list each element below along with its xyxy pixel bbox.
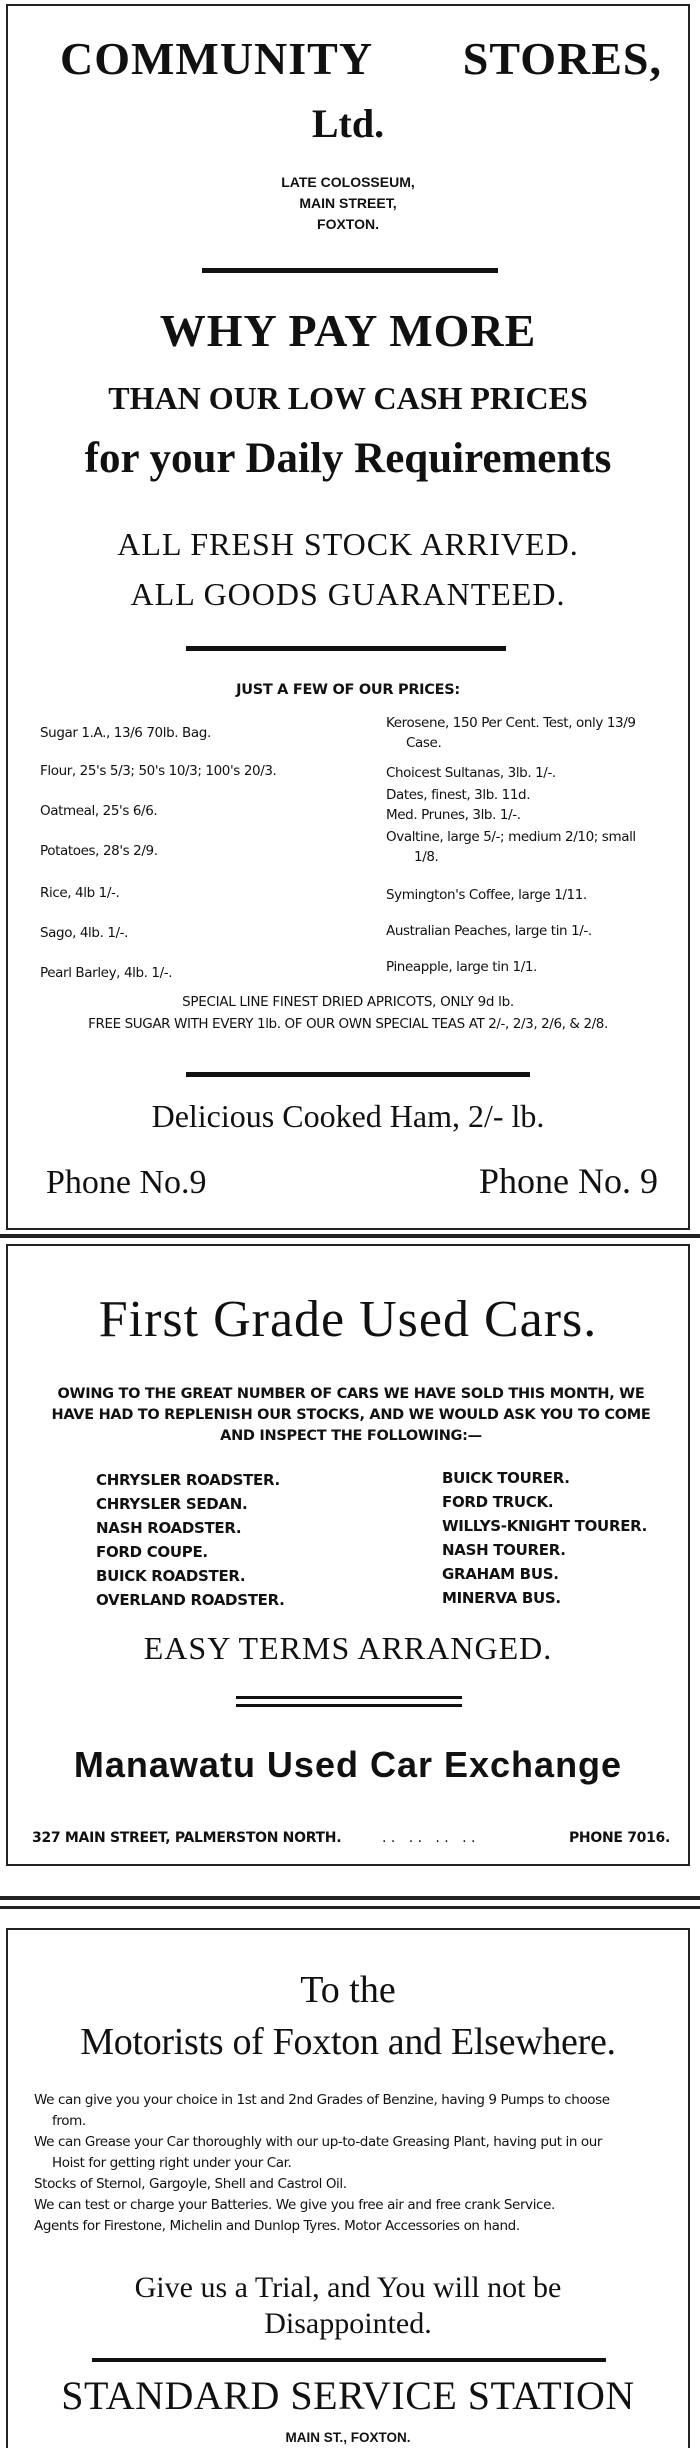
car-item: BUICK TOURER. xyxy=(442,1469,570,1487)
car-item: OVERLAND ROADSTER. xyxy=(96,1591,285,1609)
price-item: Australian Peaches, large tin 1/-. xyxy=(386,923,592,939)
store-address xyxy=(8,172,688,235)
car-item: NASH TOURER. xyxy=(442,1541,566,1559)
headline-daily-requirements: for your Daily Requirements xyxy=(84,435,612,482)
service-title-motorists: Motorists of Foxton and Elsewhere. xyxy=(80,2021,616,2063)
price-item: Sago, 4lb. 1/-. xyxy=(40,925,129,941)
phone-right: Phone No. 9 xyxy=(479,1161,658,1201)
service-item: We can test or charge your Batteries. We give you free air and free crank Service. xyxy=(34,2197,555,2213)
car-exchange-phone: PHONE 7016. xyxy=(568,1830,670,1846)
headline-why-pay-more: WHY PAY MORE xyxy=(159,305,537,356)
car-item: FORD COUPE. xyxy=(96,1543,208,1561)
car-item: NASH ROADSTER. xyxy=(96,1519,242,1537)
headline-fresh-stock: ALL FRESH STOCK ARRIVED. xyxy=(117,526,579,562)
prices-title: JUST A FEW OF OUR PRICES: xyxy=(236,682,460,698)
service-list xyxy=(34,2090,670,2237)
special-teas: FREE SUGAR WITH EVERY 1lb. OF OUR OWN SPECIAL TEAS AT 2/-, 2/3, 2/6, & 2/8. xyxy=(88,1016,608,1032)
car-item: CHRYSLER ROADSTER. xyxy=(96,1471,280,1489)
store-title-word1: COMMUNITY xyxy=(60,33,374,84)
price-item: Med. Prunes, 3lb. 1/-. xyxy=(386,807,521,823)
service-item: We can give you your choice in 1st and 2nd Grades of Benzine, having 9 Pumps to choose xyxy=(34,2092,610,2108)
service-trial xyxy=(8,2270,688,2342)
car-item: WILLYS-KNIGHT TOURER. xyxy=(442,1517,648,1535)
column-separator xyxy=(0,1896,700,1900)
service-station-name: STANDARD SERVICE STATION xyxy=(61,2373,635,2418)
car-list-left xyxy=(96,1468,285,1612)
price-item: Rice, 4lb 1/-. xyxy=(40,885,120,901)
address-line: MAIN STREET, xyxy=(299,195,397,211)
price-item: Pineapple, large tin 1/1. xyxy=(386,959,537,975)
divider xyxy=(202,268,498,273)
store-title-ltd: Ltd. xyxy=(311,101,385,146)
service-station-ad xyxy=(6,1928,690,2448)
community-stores-ad xyxy=(6,4,690,1230)
service-title-to-the: To the xyxy=(300,1969,396,2011)
service-station-address: MAIN ST., FOXTON. xyxy=(285,2430,411,2445)
car-list-right xyxy=(442,1466,647,1610)
service-item: Hoist for getting right under your Car. xyxy=(52,2155,292,2171)
price-item: Choicest Sultanas, 3lb. 1/-. xyxy=(386,765,556,781)
price-item: Kerosene, 150 Per Cent. Test, only 13/9 xyxy=(386,715,636,731)
service-item: We can Grease your Car thoroughly with our up-to-date Greasing Plant, having put in our xyxy=(34,2134,603,2150)
used-cars-ad xyxy=(6,1244,690,1866)
price-item: Pearl Barley, 4lb. 1/-. xyxy=(40,965,173,981)
address-line: FOXTON. xyxy=(317,216,379,232)
price-item: Flour, 25's 5/3; 50's 10/3; 100's 20/3. xyxy=(40,763,277,779)
car-item: CHRYSLER SEDAN. xyxy=(96,1495,248,1513)
address-line: LATE COLOSSEUM, xyxy=(281,174,415,190)
car-exchange-address: 327 MAIN STREET, PALMERSTON NORTH. xyxy=(32,1830,342,1846)
price-item: Potatoes, 28's 2/9. xyxy=(40,843,158,859)
headline-guaranteed: ALL GOODS GUARANTEED. xyxy=(130,576,566,612)
car-item: GRAHAM BUS. xyxy=(442,1565,559,1583)
service-item: Stocks of Sternol, Gargoyle, Shell and Castrol Oil. xyxy=(34,2176,347,2192)
easy-terms: EASY TERMS ARRANGED. xyxy=(143,1630,553,1666)
leader-dots: . . . . . . . . xyxy=(382,1830,476,1846)
trial-line: Give us a Trial, and You will not be xyxy=(134,2271,562,2304)
price-item: Oatmeal, 25's 6/6. xyxy=(40,803,158,819)
phone-left: Phone No.9 xyxy=(46,1164,207,1201)
divider xyxy=(186,1072,530,1077)
cars-title: First Grade Used Cars. xyxy=(98,1291,598,1348)
price-item: Sugar 1.A., 13/6 70lb. Bag. xyxy=(40,725,211,741)
trial-line: Disappointed. xyxy=(264,2307,432,2340)
car-item: MINERVA BUS. xyxy=(442,1589,561,1607)
divider xyxy=(236,1696,462,1699)
price-item: Case. xyxy=(406,735,442,751)
column-separator xyxy=(0,1234,700,1238)
price-item: Ovaltine, large 5/-; medium 2/10; small xyxy=(386,829,636,845)
divider xyxy=(186,646,506,651)
store-title-word2: STORES, xyxy=(462,33,662,84)
special-apricots: SPECIAL LINE FINEST DRIED APRICOTS, ONLY 9d lb. xyxy=(182,994,514,1010)
headline-low-cash-prices: THAN OUR LOW CASH PRICES xyxy=(108,380,588,416)
cooked-ham: Delicious Cooked Ham, 2/- lb. xyxy=(151,1098,545,1134)
car-item: FORD TRUCK. xyxy=(442,1493,554,1511)
service-item: from. xyxy=(52,2113,86,2129)
divider xyxy=(92,2358,606,2362)
price-item: Dates, finest, 3lb. 11d. xyxy=(386,787,531,803)
service-item: Agents for Firestone, Michelin and Dunlop Tyres. Motor Accessories on hand. xyxy=(34,2218,520,2234)
cars-intro: OWING TO THE GREAT NUMBER OF CARS WE HAVE SOLD THIS MONTH, WE HAVE HAD TO REPLENISH OUR STOCKS, AND WE WOULD ASK YOU TO COME AND INSPECT THE FOLLOWING:— xyxy=(51,1386,651,1444)
price-item: Symington's Coffee, large 1/11. xyxy=(386,887,587,903)
store-title xyxy=(8,32,688,88)
car-exchange-name: Manawatu Used Car Exchange xyxy=(73,1744,623,1785)
price-item: 1/8. xyxy=(414,849,439,865)
car-item: BUICK ROADSTER. xyxy=(96,1567,246,1585)
divider xyxy=(236,1704,462,1707)
column-separator xyxy=(0,1906,700,1909)
